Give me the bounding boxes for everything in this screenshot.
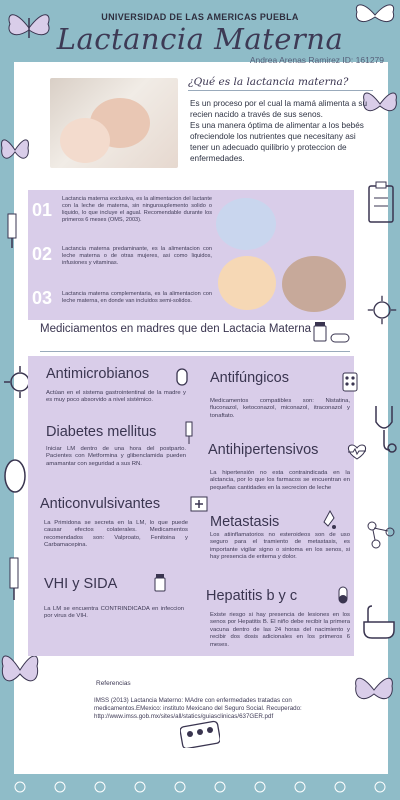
references-label: Referencias [96,680,131,687]
syringe-icon [184,420,194,447]
medications-title: Mediciamentos en madres que den Lactacia Materna [40,323,312,335]
medicine-box-icon [190,494,208,515]
university-name: UNIVERSIDAD DE LAS AMERICAS PUEBLA [101,12,299,22]
intro-question: ¿Qué es la lactancia materna? [188,76,349,88]
type-number: 02 [32,244,53,264]
section-title: Hepatitis b y c [206,588,298,604]
pill-bottle-icon [312,322,328,346]
syringe-icon [0,208,24,252]
section-text: La LM se encuentra CONTRINDICADA en infeccion por virus de VIH. [44,606,184,620]
page-title: Lactancia Materna [56,22,344,56]
molecule-icon [364,518,398,556]
butterfly-icon [0,130,30,174]
breastfeeding-photo [50,78,178,168]
section-title: VHI y SIDA [44,576,118,592]
section-text: Actúan en el sistema gastrointentinal de la madre y es muy poco absorvido a nivel sistémico. [46,390,186,404]
section-title: Antimicrobianos [46,366,150,382]
intro-paragraph-2: Es una manera óptima de alimentar a los bebés ofreciendole los nutrientes que necesitany asi tener un adecuado quilibrio y proteccion de enfermedades. [190,121,364,163]
pill-icon [330,328,350,347]
dropper-icon [322,510,338,533]
section-text: Existe riesgo si hay presencia de lesiones en los senos por Hepatitis B. El niño debe recibir la primera vacuna dentro de las 24 horas del nacimiento y recibir dos dosis adicionales en los primeros 6 meses. [210,612,350,648]
pill-bottle-icon [154,574,166,595]
divider [40,351,350,352]
section-text: La Primidona se secreta en la LM, lo que puede causar efectos colaterales. Medicamentos recomendados son: Valproato, Fenitoina y Carbamacepina. [44,520,188,549]
section-text: La hipertensión no esta contraindicada en la alctancia, por lo que los farmacos se encuentran en pequeñas cantidades en la secrecion de leche [210,470,350,491]
type-text: Lactancia materna complementaria, es la alimentacion con leche materna, en donde van incluidos semi-solidos. [62,291,212,304]
stethoscope-icon [370,404,398,458]
type-text: Lactancia materna predaminante, es la alimentacion con leche materna o de otras mujeres, asi como liquidos, infusiones y vitaminas. [62,246,212,266]
syringe-icon [2,552,26,606]
mother-illustration [216,198,276,250]
pill-pack-icon [342,372,358,395]
clipboard-icon [366,180,396,228]
type-text: Lactancia materna exclusiva, es la alimentacion del lactante con la leche de materna, sin ningunsuplemento solido o liquido, lo que incluye el agual. Recomendable durante los primeros 6 meses (OMS, 2003). [62,196,212,223]
section-title: Antihipertensivos [208,442,319,458]
section-text: Iniciar LM dentro de una hora del postparto. Pacientes con Metformina y glibenclamida pueden amamantar con seguridad a sus RN. [46,446,186,467]
pill-pack-icon [180,720,220,752]
bathtub-icon [360,604,398,648]
footer-band [0,774,400,800]
butterfly-icon [352,668,396,716]
baby-illustration [218,256,276,310]
section-title: Antifúngicos [210,370,289,386]
intro-text [190,98,375,164]
mother-baby-illustration [282,256,346,312]
type-number: 03 [32,288,53,308]
capsule-icon [176,368,188,389]
divider [188,90,373,91]
section-text: Medicamentos compatibles son: Nistatina, fluconazol, ketoconazol, miconazol, itraconazol y tonaftato. [210,398,350,419]
author-id: Andrea Arenas Ramirez ID: 161279 [249,55,384,65]
capsule-icon [338,586,348,607]
references-text: IMSS (2013) Lactancia Materno: MAdre con enfermedades tratadas con medicamentos.EMexico: instituto Mexicano del Seguro Social. Recuperado: http://www.imss.gob.mx/sites/all/statics/guiasclinicas/637GER.pdf [94,697,302,720]
section-title: Metastasis [210,514,280,530]
intro-paragraph-1: Es un proceso por el cual la mamá alimenta a su recien nacido a través de sus senos. [190,99,368,119]
type-number: 01 [32,200,53,220]
section-title: Diabetes mellitus [46,424,157,440]
section-text: Los atiinflamatorios no esteroideos son de uso seguro para el tramiento de metastasis, es importante vigilar signo o sintoma en los senos, si hay presencia de eritema y dolor. [210,532,350,561]
section-title: Anticonvulsivantes [40,496,161,512]
bacteria-icon [0,456,30,500]
heartbeat-icon [346,444,368,463]
virus-icon [366,294,398,330]
